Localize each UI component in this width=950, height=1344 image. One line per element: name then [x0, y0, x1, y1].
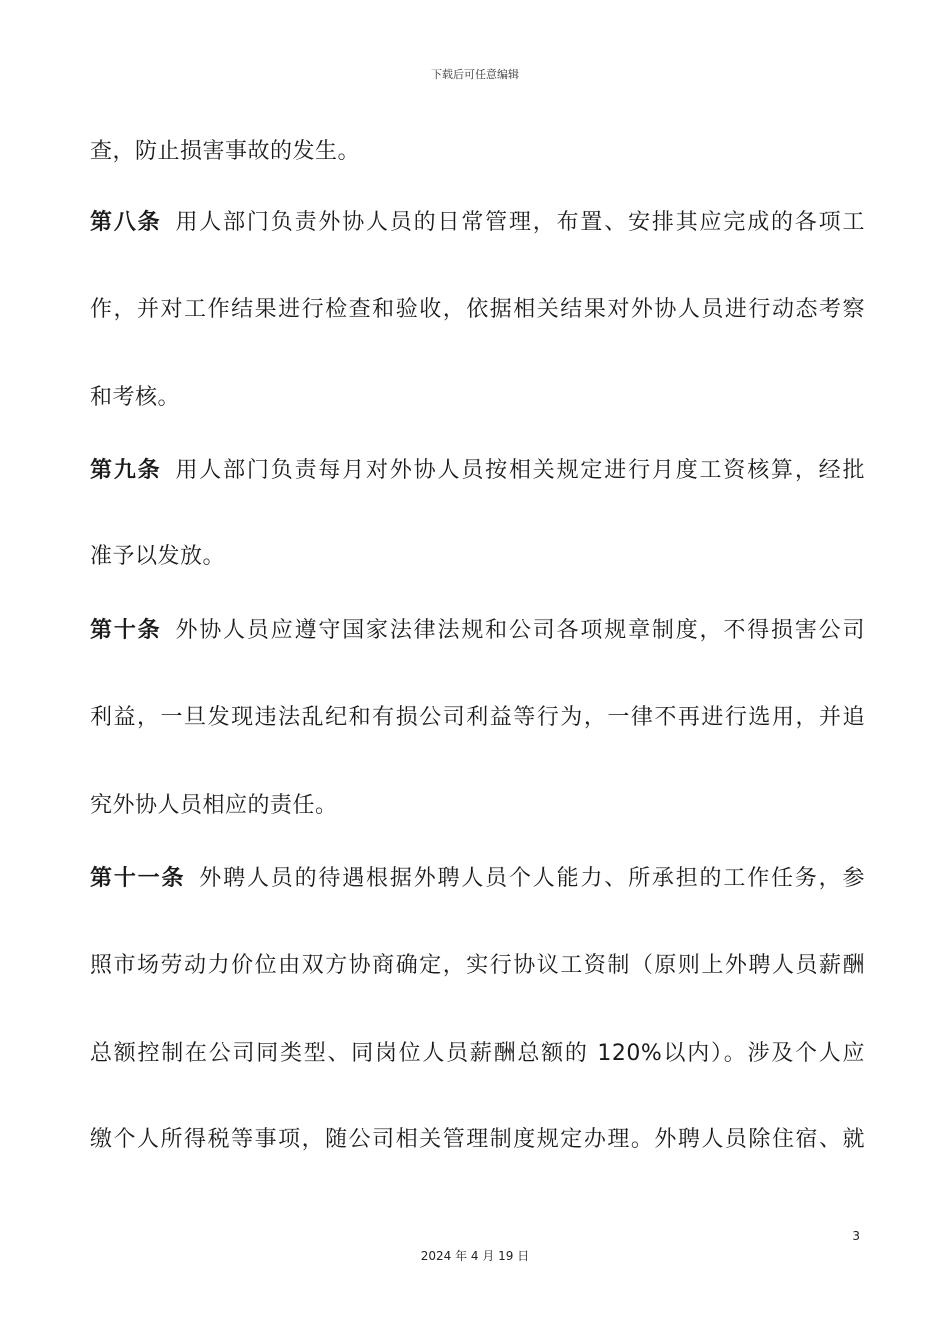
body-line [90, 1039, 865, 1069]
article-number: 第九条 [90, 458, 162, 483]
body-line [90, 542, 865, 572]
body-line [90, 383, 865, 413]
line-text: 外协人员应遵守国家法律法规和公司各项规章制度，不得损害公司 [175, 618, 865, 643]
article-9-line [90, 456, 865, 486]
line-text: 准予以发放。 [90, 544, 226, 569]
body-line [90, 703, 865, 733]
line-text: 总额控制在公司同类型、同岗位人员薪酬总额的 120%以内）。涉及个人应 [90, 1041, 865, 1066]
footer-date: 2024 年 4 月 19 日 [420, 1249, 530, 1263]
line-text: 照市场劳动力价位由双方协商确定，实行协议工资制（原则上外聘人员薪酬 [90, 953, 865, 978]
body-line [90, 951, 865, 981]
line-text: 和考核。 [90, 385, 181, 410]
line-text: 用人部门负责外协人员的日常管理，布置、安排其应完成的各项工 [175, 210, 865, 235]
page-number: 3 [852, 1229, 860, 1243]
line-text: 查，防止损害事故的发生。 [90, 139, 361, 164]
line-text: 缴个人所得税等事项，随公司相关管理制度规定办理。外聘人员除住宿、就 [90, 1127, 865, 1152]
line-text: 外聘人员的待遇根据外聘人员个人能力、所承担的工作任务，参 [199, 866, 865, 891]
article-8-line [90, 208, 865, 238]
body-line [90, 1125, 865, 1155]
article-10-line [90, 616, 865, 646]
line-text: 究外协人员相应的责任。 [90, 793, 338, 818]
article-number: 第十一条 [90, 866, 186, 891]
body-line [90, 791, 865, 821]
line-text: 作，并对工作结果进行检查和验收，依据相关结果对外协人员进行动态考察 [90, 297, 865, 322]
article-number: 第八条 [90, 210, 162, 235]
body-line [90, 137, 865, 167]
article-number: 第十条 [90, 618, 162, 643]
article-11-line [90, 864, 865, 894]
line-text: 用人部门负责每月对外协人员按相关规定进行月度工资核算，经批 [175, 458, 865, 483]
header-note: 下载后可任意编辑 [431, 68, 519, 81]
line-text: 利益，一旦发现违法乱纪和有损公司利益等行为，一律不再进行选用，并追 [90, 705, 865, 730]
body-line [90, 295, 865, 325]
